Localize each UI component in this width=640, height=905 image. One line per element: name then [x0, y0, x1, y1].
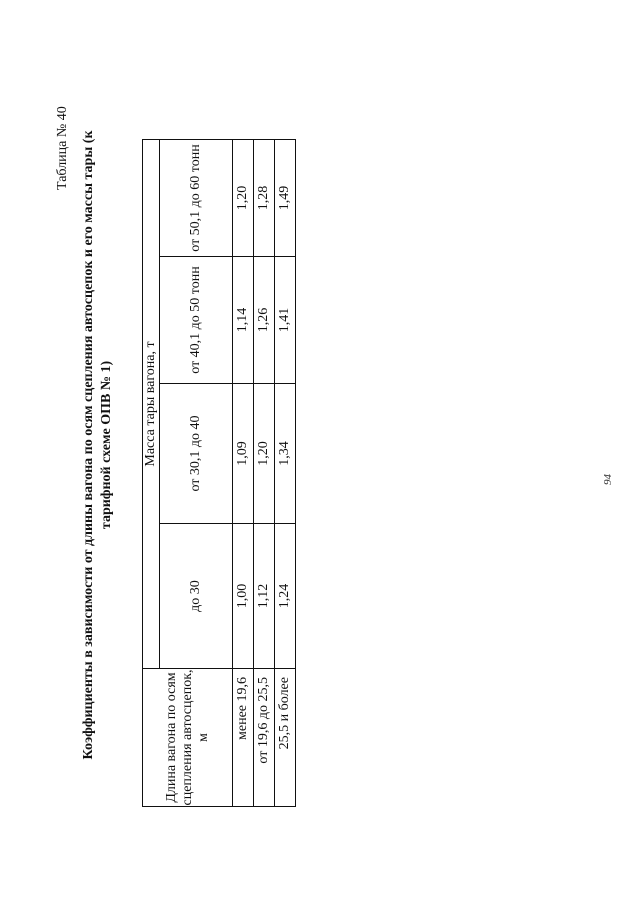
table-cell: 1,14 — [233, 257, 254, 384]
row-header-cell: Длина вагона по осям сцепления автосцепок, м — [143, 669, 233, 807]
table-cell: 1,20 — [233, 140, 254, 257]
page-number: 94 — [602, 474, 614, 485]
row-label: менее 19,6 — [233, 669, 254, 807]
table-cell: 1,28 — [254, 140, 275, 257]
coefficient-table — [142, 139, 296, 807]
column-header: от 40,1 до 50 тонн — [160, 257, 233, 384]
row-label: 25,5 и более — [275, 669, 296, 807]
table-row — [275, 140, 296, 807]
table-caption — [80, 35, 116, 855]
column-header: от 50,1 до 60 тонн — [160, 140, 233, 257]
table-cell: 1,20 — [254, 384, 275, 524]
group-header-cell: Масса тары вагона, т — [143, 140, 160, 669]
table-cell: 1,09 — [233, 384, 254, 524]
table-cell: 1,00 — [233, 524, 254, 669]
caption-line-1: Коэффициенты в зависимости от длины вагона по осям сцепления автосцепок и его массы тары (к — [81, 130, 96, 760]
row-label: от 19,6 до 25,5 — [254, 669, 275, 807]
table-cell: 1,49 — [275, 140, 296, 257]
table-cell: 1,34 — [275, 384, 296, 524]
table-number: Таблица № 40 — [55, 106, 70, 190]
table-row — [233, 140, 254, 807]
table-cell: 1,41 — [275, 257, 296, 384]
caption-line-2: тарифной схеме ОПВ № 1) — [99, 360, 114, 530]
table-cell: 1,12 — [254, 524, 275, 669]
column-header: от 30,1 до 40 — [160, 384, 233, 524]
table-header-row-1 — [143, 140, 160, 807]
table-row — [254, 140, 275, 807]
column-header: до 30 — [160, 524, 233, 669]
table-cell: 1,26 — [254, 257, 275, 384]
table-cell: 1,24 — [275, 524, 296, 669]
